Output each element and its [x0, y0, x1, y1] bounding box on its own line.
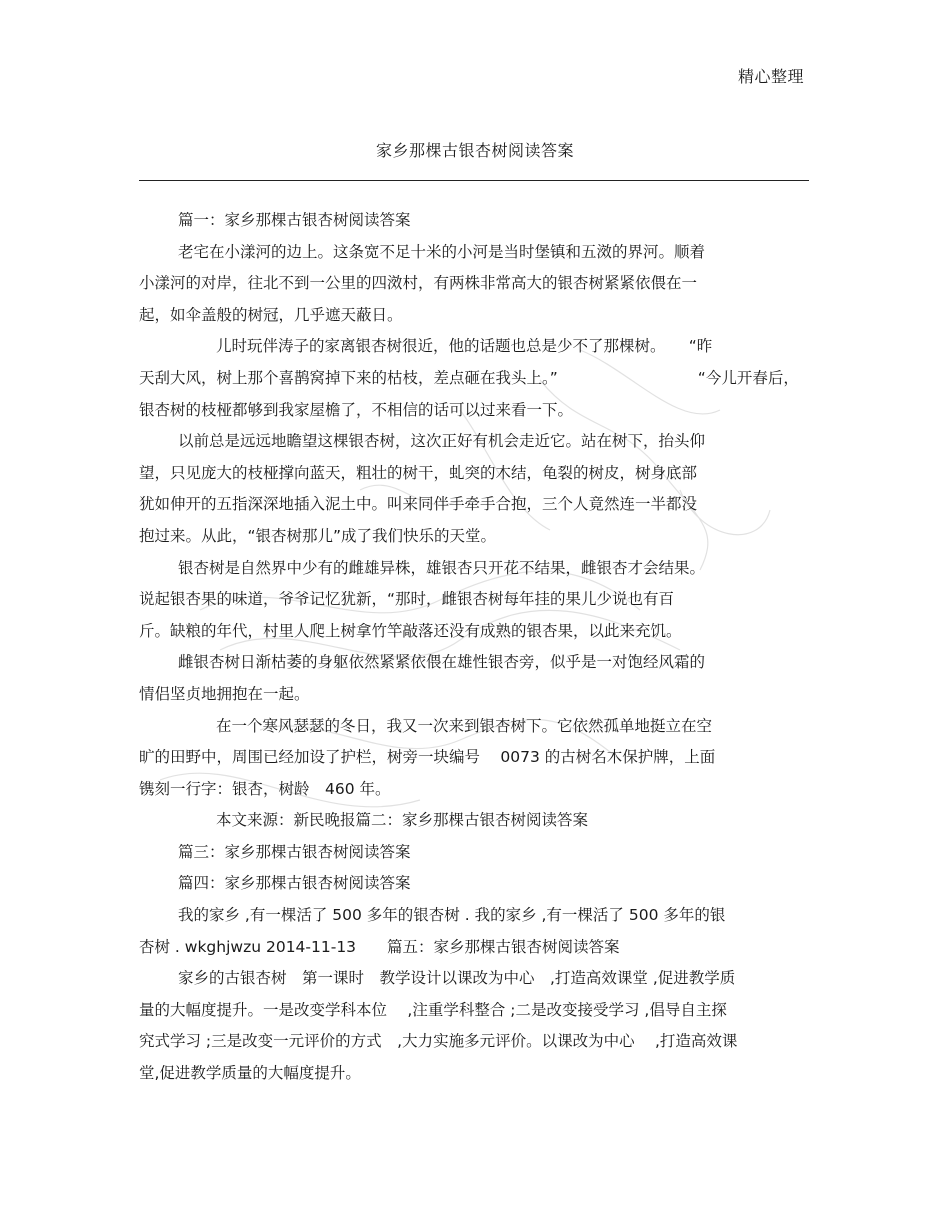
text-line: 量的大幅度提升。一是改变学科本位 ,注重学科整合 ;二是改变接受学习 ,倡导自主探: [139, 1000, 727, 1019]
document-title: 家乡那棵古银杏树阅读答案: [375, 141, 574, 160]
text-line: 篇三：家乡那棵古银杏树阅读答案: [178, 842, 411, 861]
text-line: 我的家乡 ,有一棵活了 500 多年的银杏树 . 我的家乡 ,有一棵活了 500 多年的银: [178, 906, 726, 925]
text-line: 儿时玩伴涛子的家离银杏树很近，他的话题也总是少不了那棵树。 “昨: [216, 337, 713, 356]
text-line: 老宅在小漾河的边上。这条宽不足十米的小河是当时堡镇和五滧的界河。顺着: [178, 242, 706, 261]
text-line: 情侣坚贞地拥抱在一起。: [139, 684, 310, 703]
text-line: 杏树 . wkghjwzu 2014-11-13 篇五：家乡那棵古银杏树阅读答案: [139, 937, 620, 956]
text-line: 小漾河的对岸，往北不到一公里的四滧村，有两株非常高大的银杏树紧紧依偎在一: [139, 274, 698, 293]
text-line: 旷的田野中，周围已经加设了护栏，树旁一块编号 0073 的古树名木保护牌，上面: [139, 748, 716, 767]
title-divider: [139, 180, 809, 181]
text-line: 银杏树是自然界中少有的雌雄异株，雄银杏只开花不结果，雌银杏才会结果。: [178, 558, 706, 577]
text-line: 起，如伞盖般的树冠，几乎遮天蔽日。: [139, 305, 403, 324]
text-line: 在一个寒风瑟瑟的冬日，我又一次来到银杏树下。它依然孤单地挺立在空: [216, 716, 713, 735]
text-line: 犹如伸开的五指深深地插入泥土中。叫来同伴手牵手合抱，三个人竟然连一半都没: [139, 495, 698, 514]
text-line: 镌刻一行字：银杏，树龄 460 年。: [139, 779, 391, 798]
document-body: [139, 205, 809, 1090]
text-line: 斤。缺粮的年代，村里人爬上树拿竹竿敲落还没有成熟的银杏果，以此来充饥。: [139, 621, 682, 640]
text-line: 篇一：家乡那棵古银杏树阅读答案: [178, 211, 411, 229]
text-line: 篇四：家乡那棵古银杏树阅读答案: [178, 874, 411, 893]
text-line: 本文来源：新民晚报篇二：家乡那棵古银杏树阅读答案: [216, 811, 589, 830]
text-line: 说起银杏果的味道，爷爷记忆犹新，“那时，雌银杏树每年挂的果儿少说也有百: [139, 590, 675, 609]
text-line: 雌银杏树日渐枯萎的身躯依然紧紧依偎在雄性银杏旁，似乎是一对饱经风霜的: [178, 653, 706, 672]
text-line: 家乡的古银杏树 第一课时 教学设计以课改为中心 ,打造高效课堂 ,促进教学质: [178, 969, 736, 988]
text-line: 银杏树的枝桠都够到我家屋檐了，不相信的话可以过来看一下。: [139, 400, 574, 419]
text-segment: 天刮大风，树上那个喜鹊窝掉下来的枯枝，差点砸在我头上。”: [139, 368, 558, 387]
text-line: 堂,促进教学质量的大幅度提升。: [139, 1064, 361, 1083]
text-line: 望，只见庞大的枝桠撑向蓝天，粗壮的树干，虬突的木结，龟裂的树皮，树身底部: [139, 463, 698, 482]
header-note: 精心整理: [737, 67, 804, 86]
text-line: 抱过来。从此，“银杏树那儿”成了我们快乐的天堂。: [139, 526, 497, 545]
text-line: 究式学习 ;三是改变一元评价的方式 ,大力实施多元评价。以课改为中心 ,打造高效课: [139, 1032, 738, 1051]
text-line: 以前总是远远地瞻望这棵银杏树，这次正好有机会走近它。站在树下，抬头仰: [178, 432, 706, 451]
text-segment: “今儿开春后，: [697, 368, 799, 387]
text-line: [139, 363, 809, 395]
